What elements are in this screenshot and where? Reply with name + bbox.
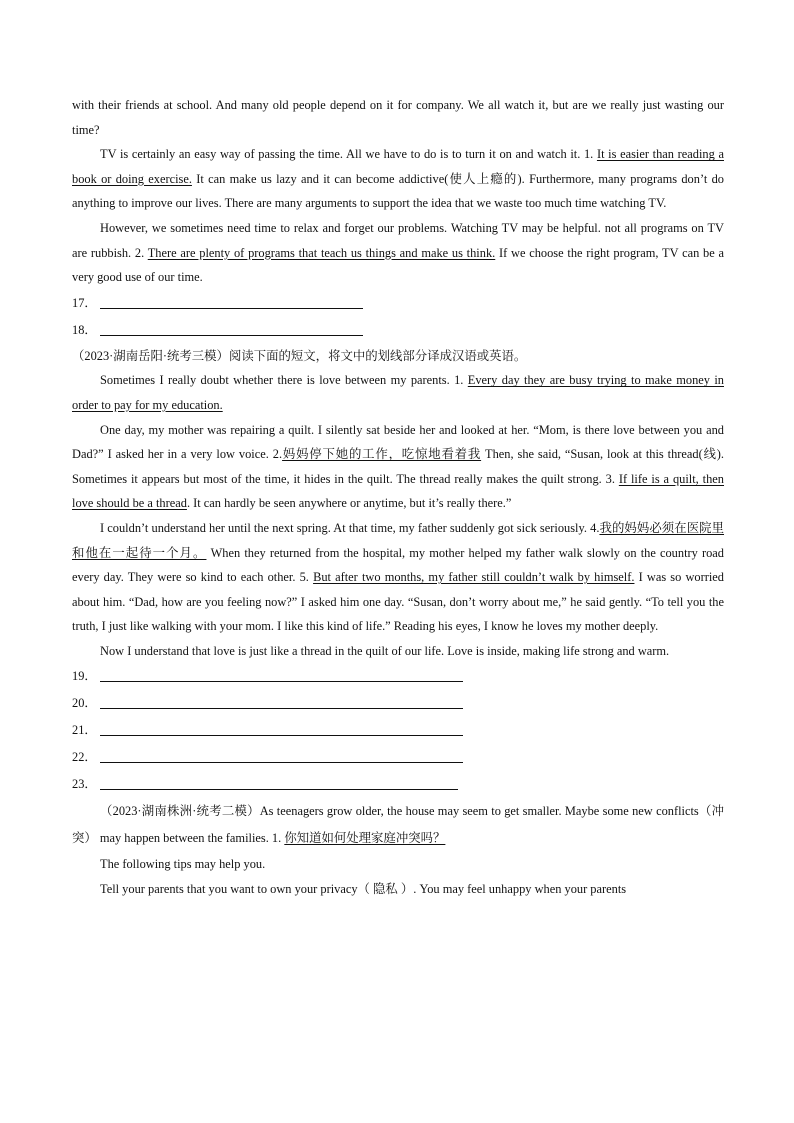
underlined-sentence: Every day they are busy trying to make money in order to pay for my education. [72,373,724,412]
text: It can make us lazy and it can become addictive(使人上瘾的). Furthermore, many programs don’t do anything to improve our lives. There are many arguments to support the idea that we waste too much time watching TV. [72,171,724,211]
document-page [72,93,724,902]
answer-line [72,690,724,717]
paragraph [72,418,724,516]
answer-blank [100,762,463,763]
answer-line [72,771,724,798]
answer-number: 19． [72,669,97,684]
paragraph [72,216,724,290]
underlined-sentence: 我的妈妈必须在医院里和他在一起待一个月。 [72,520,725,560]
answer-number: 21． [72,723,97,738]
answer-line [72,290,724,317]
underlined-sentence: 妈妈停下她的工作，吃惊地看着我 [282,447,482,462]
text: Then, she said, “Susan, look at this thread(线). Sometimes it appears but most of the time, it hides in the quilt. The thread really makes the quilt strong. 3. [72,447,725,486]
answer-number: 20． [72,696,97,711]
underlined-sentence: But after two months, my father still couldn’t walk by himself. [313,570,635,585]
answer-blank [100,789,458,790]
text: When they returned from the hospital, my mother helped my father walk slowly on the country road every day. They were so kind to each other. 5. [72,545,724,585]
paragraph [72,798,724,852]
underlined-sentence: 你知道如何处理家庭冲突吗？ [284,831,446,846]
answer-number: 23． [72,777,97,792]
answer-blank [100,335,363,336]
answer-line [72,317,724,344]
underlined-sentence: There are plenty of programs that teach us things and make us think. [147,245,496,260]
text: Sometimes I really doubt whether there is love between my parents. 1. [100,373,468,388]
text: However, we sometimes need time to relax and forget our problems. Watching TV may be helpful. not all programs on TV are rubbish. 2. [72,220,724,260]
text: I was so worried about him. “Dad, how are you feeling now?” I asked him one day. “Susan, don’t worry about me,” he said gently. “To tell you the truth, I just like walking with your mom. I like this kind of life.” Reading his eyes, I know he loves my mother deeply. [72,570,724,634]
text: （2023·湖南株洲·统考二模）As teenagers grow older, the house may seem to get smaller. Maybe some new conflicts（冲突） may happen between the families. 1. [72,804,724,846]
paragraph: The following tips may help you. [100,857,266,872]
paragraph: Tell your parents that you want to own your privacy（ 隐私 ）. You may feel unhappy when your parents [100,882,627,897]
text: . It can hardly be seen anywhere or anytime, but it’s really there.” [186,496,512,511]
underlined-sentence: If life is a quilt, then love should be a thread [72,471,725,511]
paragraph: Now I understand that love is just like a thread in the quilt of our life. Love is inside, making life strong and warm. [100,643,670,658]
text: I couldn’t understand her until the next spring. At that time, my father suddenly got sick seriously. 4. [100,520,600,535]
answer-blank [100,735,463,736]
source-heading: （2023·湖南岳阳·统考三模）阅读下面的短文，将文中的划线部分译成汉语或英语。 [72,348,527,363]
underlined-sentence: It is easier than reading a book or doing exercise. [72,147,724,186]
paragraph: with their friends at school. And many old people depend on it for company. We all watch it, but are we really just wasting our time? [72,98,724,137]
answer-number: 17． [72,295,97,310]
text: One day, my mother was repairing a quilt. I silently sat beside her and looked at her. “Mom, is there love between you and Dad?” I asked her in a very low voice. 2. [72,422,724,462]
paragraph [72,368,724,417]
paragraph [72,516,724,639]
answer-line [72,744,724,771]
answer-blank [100,308,363,309]
paragraph [72,142,724,216]
text: TV is certainly an easy way of passing the time. All we have to do is to turn it on and watch it. 1. [100,147,597,162]
answer-blank [100,681,463,682]
answer-blank [100,708,463,709]
answer-number: 18． [72,322,97,337]
answer-number: 22． [72,750,97,765]
text: If we choose the right program, TV can be a very good use of our time. [72,245,724,285]
answer-line [72,717,724,744]
answer-line [72,663,724,690]
